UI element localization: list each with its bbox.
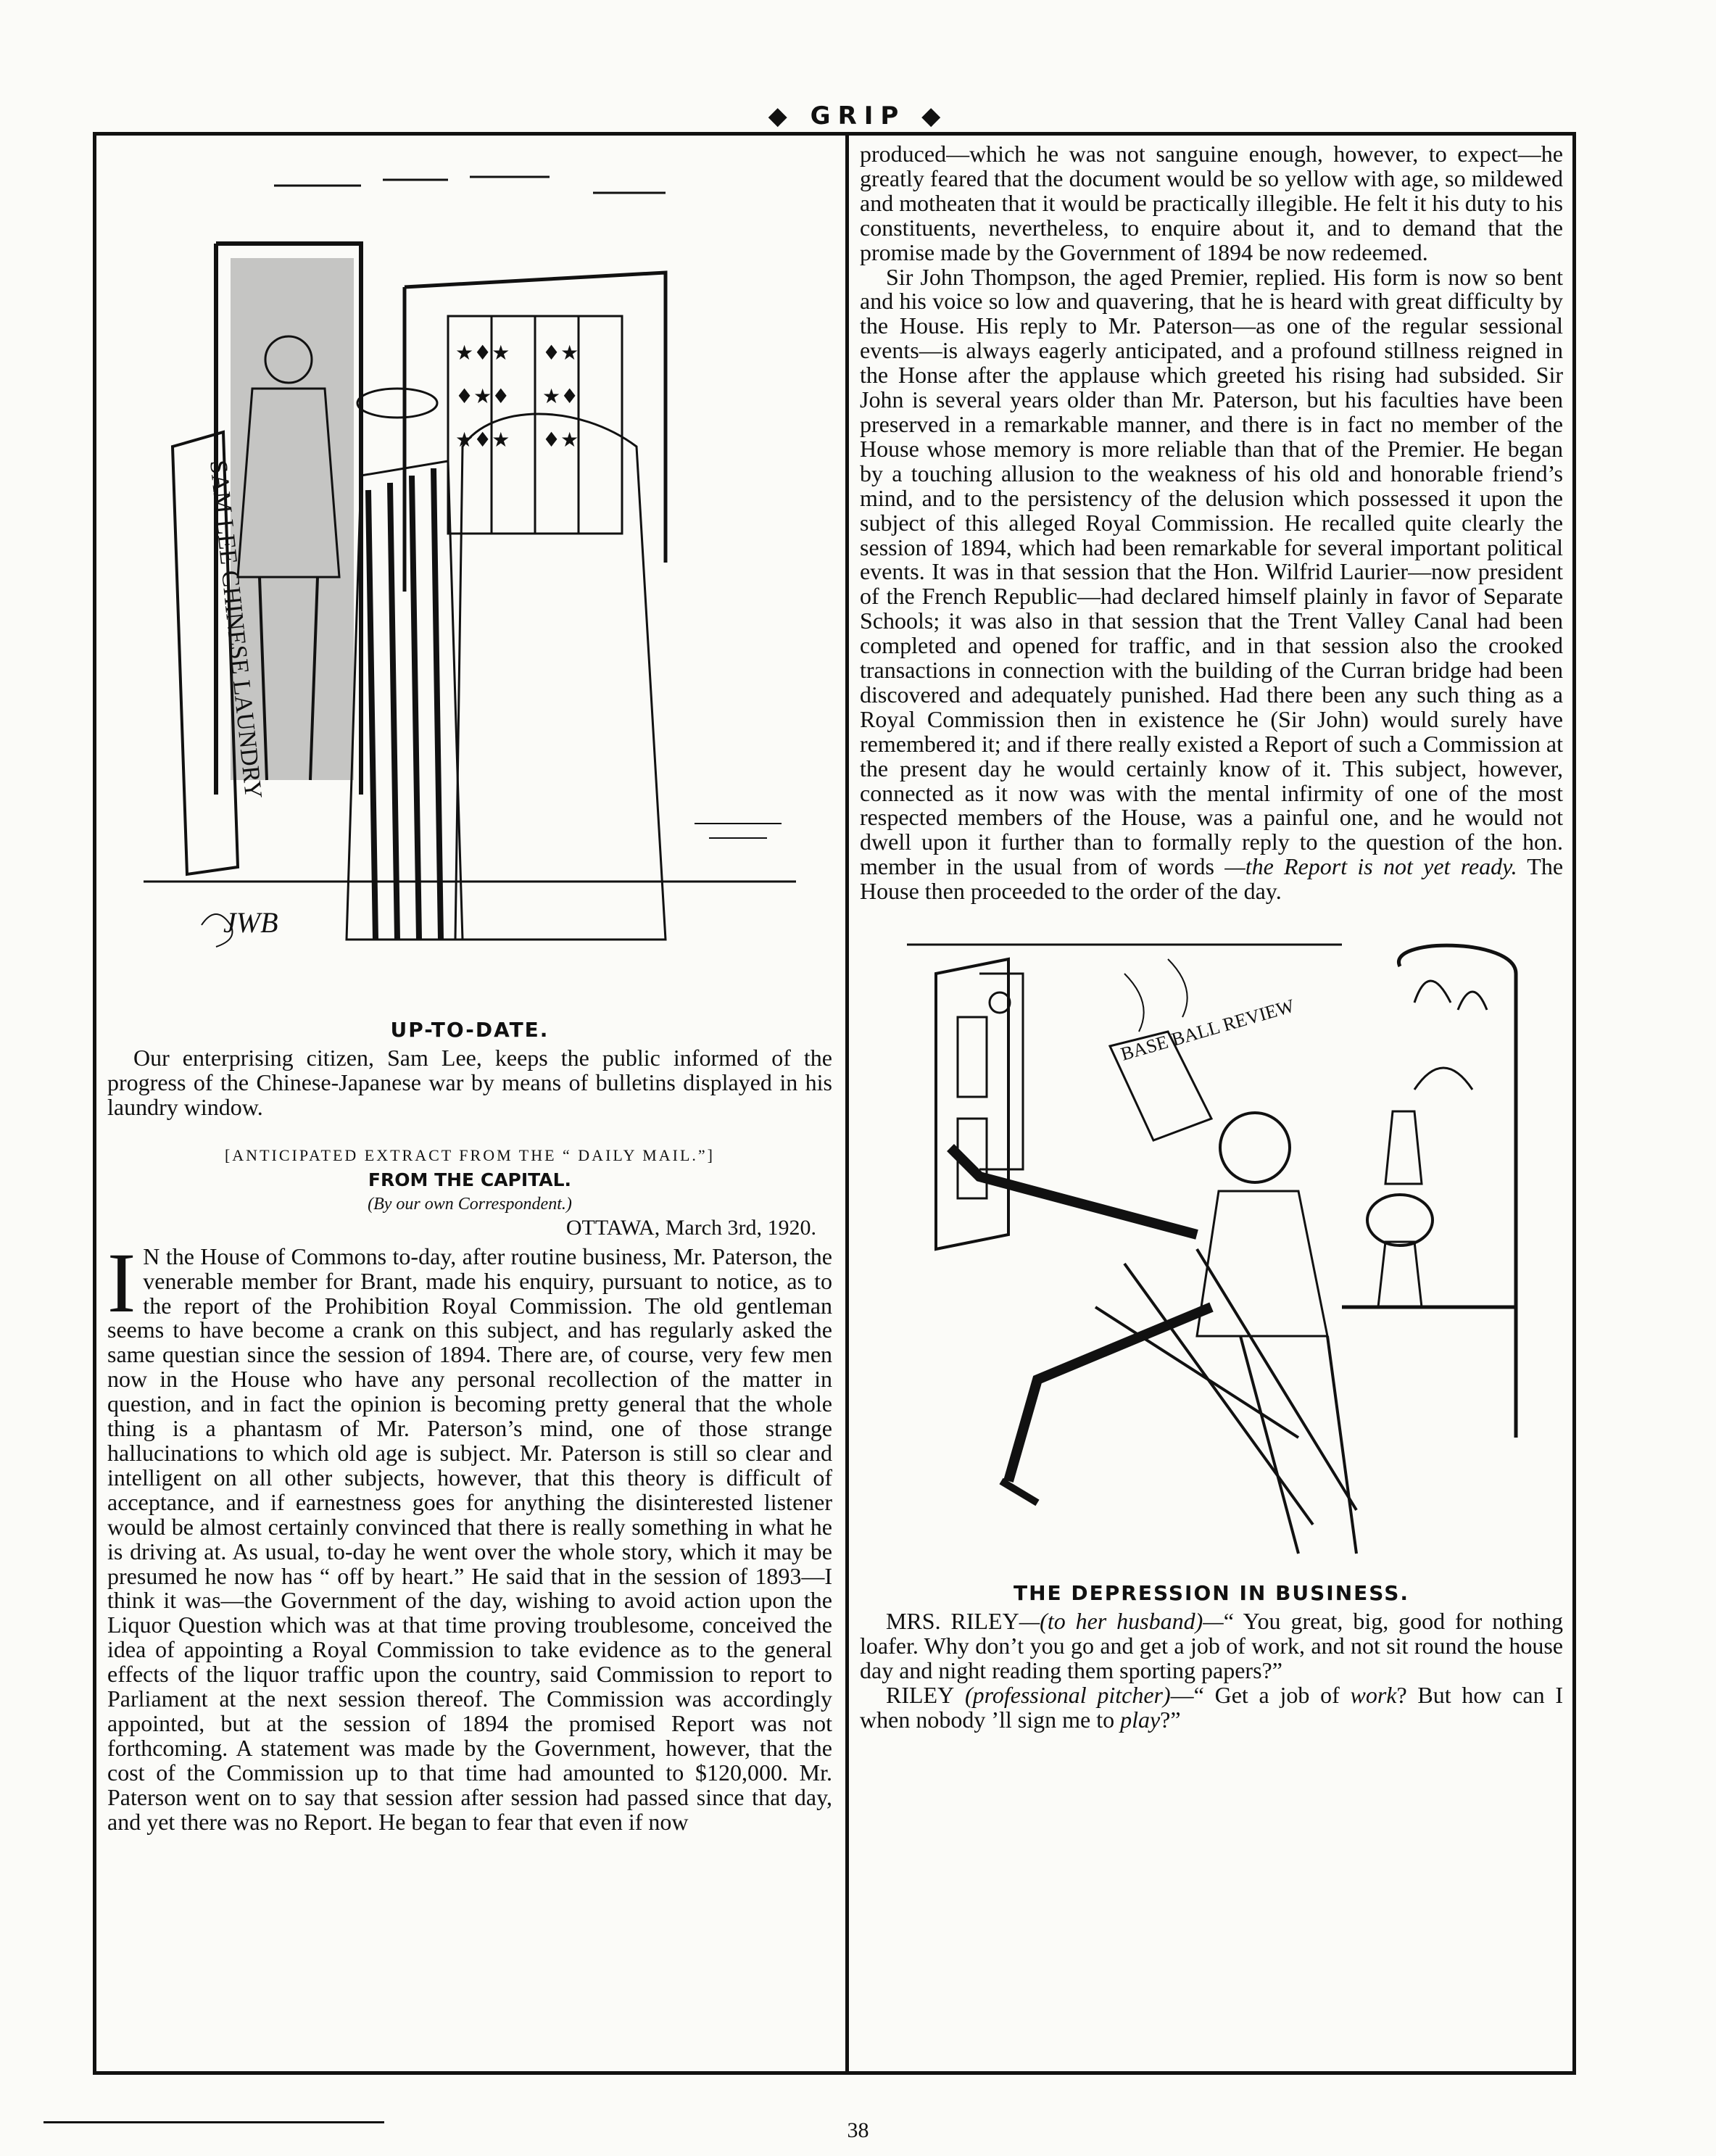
drop-cap: I xyxy=(107,1235,136,1330)
masthead-ornament-right: ◆ xyxy=(905,101,948,130)
caption-title-up-to-date: UP-TO-DATE. xyxy=(390,1018,550,1042)
article-continuation: produced—which he was not sanguine enough, however, to expect—he greatly feared that the document would be so yellow with age, so mildewed and motheaten that it would be practically illegible. He felt it his duty to his constituents, nevertheless, to enquire about it, and to demand that the promise made by the Government of 1894 be now redeemed. xyxy=(860,141,1563,265)
masthead xyxy=(0,101,1716,130)
article-body-right xyxy=(860,142,1563,904)
article-paragraph-2 xyxy=(860,265,1563,905)
svg-text:★♦★: ★♦★ xyxy=(455,341,510,365)
page-number: 38 xyxy=(847,2118,869,2142)
caption-text-up-to-date xyxy=(107,1046,832,1120)
svg-text:★♦: ★♦ xyxy=(542,384,579,408)
dialogue-1: “ You great, big, good for nothing loafer. Why don’t you go and get a job of work, and not sit round the house day and night reading them sporting papers?” xyxy=(860,1608,1564,1683)
caption-line-1 xyxy=(860,1609,1563,1683)
article-paragraph-2-italic: —the Report is not yet ready. xyxy=(1224,853,1517,880)
dialogue-2a: —“ Get a job of xyxy=(1170,1681,1340,1708)
right-column xyxy=(860,142,1563,2063)
article-paragraph-1: N the House of Commons to-day, after routine business, Mr. Paterson, the venerable member for Brant, made his enquiry, pursuant to notice, as to the report of the Prohibition Royal Commission. The old gentleman seems to have become a crank on this subject, and has regularly asked the same questian since the session of 1894. There are, of course, very few men now in the House who have any personal recollection of the matter in question, and in fact the opinion is becoming pretty general that the whole thing is a phantasm of Mr. Paterson’s mind, one of those strange hallucinations to which old age is subject. Mr. Paterson is still so clear and intelligent on all other subjects, however, that this theory is difficult of acceptance, and if earnestness goes for anything the disinterested listener would be almost certainly convinced that there is really something in what he is driving at. As usual, to-day he went over the whole story, which it may be presumed he now has “ off by heart.” He said that in the session of 1893—I think it was—the Government of the day, wishing to avoid action upon the Liquor Question which was at that time proving troublesome, conceived the idea of appointing a Royal Commission to take evidence as to the general effects of the liquor traffic upon the country, said Commission to report to Parliament at the next session thereof. The Commission was accordingly appointed, but at the session of 1894 the promised Report was not forthcoming. A statement was made by the Government, however, that the cost of the Commission up to that time had amounted to $120,000. Mr. Paterson went on to say that session after session had passed since that day, and yet there was no Report. He began to fear that even if now xyxy=(107,1243,832,1835)
dialogue-2-work: work xyxy=(1350,1681,1397,1708)
article-dateline: OTTAWA, March 3rd, 1920. xyxy=(565,1215,816,1240)
laundry-sign-text: SAM LEE CHINESE LAUNDRY xyxy=(204,458,267,800)
caption-line-2 xyxy=(860,1683,1563,1733)
laundry-cartoon xyxy=(144,142,796,1012)
svg-text:♦★: ♦★ xyxy=(542,341,579,365)
article-headline: FROM THE CAPITAL. xyxy=(368,1169,572,1190)
dialogue-2-play: play xyxy=(1120,1706,1161,1733)
caption-title-depression: THE DEPRESSION IN BUSINESS. xyxy=(1014,1581,1409,1606)
article-paragraph-2-text: Sir John Thompson, the aged Premier, replied. His form is now so bent and his voice so low and quavering, that he is heard with great difficulty by the House. His reply to Mr. Paterson—as one of the regular sessional events—is always eagerly anticipated, and a profound stillness reigned in the Honse after the applause which greeted his rising had subsided. Sir John is several years older than Mr. Paterson, but his faculties have been preserved in a remarkable manner, and there is in fact no member of the House whose memory is more reliable than that of the Premier. He began by a touching allusion to the weakness of his old and honorable friend’s mind, and to the persistency of the delusion which possessed it upon the subject of this alleged Royal Commission. He recalled quite clearly the session of 1894, which had been remarkable for several important political events. It was in that session that the Hon. Wilfrid Laurier—now president of the French Republic—had declared himself plainly in favor of Separate Schools; it was also in that session that the Trent Valley Canal had been completed and opened for traffic, and in that session also the crooked transactions in connection with the building of the Curran bridge had been discovered and adequately punished. Had there been any such thing as a Royal Commission then in existence he (Sir John) would surely have remembered it; and if there really existed a Report of such a Commission at the present day he would certainly know of it. This subject, however, connected as it now was with the mental infirmity of one of the most respected members of the House, was a painful one, and he would not dwell upon it further than to formally reply to the question of the hon. member in the usual from of words xyxy=(860,263,1563,880)
dialogue-2c: ?” xyxy=(1160,1706,1181,1733)
article-body-left xyxy=(107,1235,832,1835)
article-paragraph-2-end: The House then proceeded to the order of the day. xyxy=(860,853,1564,905)
svg-text:♦★♦: ♦★♦ xyxy=(455,384,510,408)
masthead-title: GRIP xyxy=(810,101,906,130)
dialogue-2b: ? But how can I when nobody ’ll sign me to xyxy=(860,1681,1564,1733)
bulletin-glyphs xyxy=(455,341,579,452)
caption-paragraph: Our enterprising citizen, Sam Lee, keeps the public informed of the progress of the Chinese-Japanese war by means of bulletins displayed in his laundry window. xyxy=(107,1045,832,1120)
column-divider xyxy=(845,132,849,2075)
stage-direction-1: —(to her husband)— xyxy=(1019,1608,1224,1635)
svg-text:♦★: ♦★ xyxy=(542,428,579,452)
stage-direction-2: (professional pitcher) xyxy=(964,1681,1171,1708)
left-column xyxy=(107,142,832,2063)
masthead-ornament-left: ◆ xyxy=(768,101,811,130)
speaker-riley: RILEY xyxy=(886,1681,955,1708)
newspaper-headline: BASE BALL REVIEW xyxy=(1118,995,1297,1065)
artist-signature: JWB xyxy=(223,906,278,939)
speaker-mrs-riley: MRS. RILEY xyxy=(886,1608,1019,1635)
article-byline: (By our own Correspondent.) xyxy=(368,1194,572,1214)
svg-text:★♦★: ★♦★ xyxy=(455,428,510,452)
article-kicker: [ANTICIPATED EXTRACT FROM THE “ DAILY MAIL.”] xyxy=(224,1145,716,1164)
caption-text-depression xyxy=(860,1609,1563,1733)
riley-cartoon xyxy=(892,930,1530,1575)
